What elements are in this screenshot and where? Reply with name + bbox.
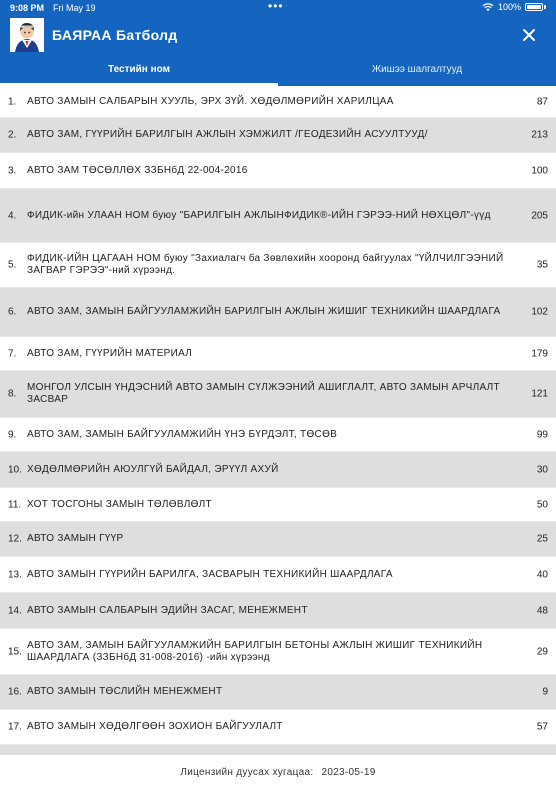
list-item[interactable] bbox=[0, 288, 556, 337]
item-index: 1. bbox=[8, 96, 17, 107]
item-title: АВТО ЗАМ, ГҮҮРИЙН МАТЕРИАЛ bbox=[27, 347, 193, 359]
item-index: 17. bbox=[8, 721, 22, 733]
item-count: 99 bbox=[536, 429, 548, 440]
item-count: 100 bbox=[531, 165, 548, 176]
item-title: АВТО ЗАМ, ЗАМЫН БАЙГУУЛАМЖИЙН ҮНЭ БҮРДЭЛТ, ТӨСӨВ bbox=[27, 428, 338, 440]
status-bar bbox=[0, 0, 556, 16]
item-count: 25 bbox=[536, 533, 548, 545]
battery-cap bbox=[544, 5, 546, 9]
multitasking-dots-icon[interactable]: ••• bbox=[268, 0, 284, 13]
list-item[interactable] bbox=[0, 522, 556, 557]
item-index: 15. bbox=[8, 646, 22, 657]
item-index: 12. bbox=[8, 533, 22, 545]
item-index: 11. bbox=[8, 499, 22, 510]
item-index: 2. bbox=[8, 129, 17, 141]
item-count: 9 bbox=[542, 686, 548, 698]
item-count: 213 bbox=[531, 129, 548, 141]
item-title: МОНГОЛ УЛСЫН ҮНДЭСНИЙ АВТО ЗАМЫН СҮЛЖЭЭНИЙ АШИГЛАЛТ, АВТО ЗАМЫН АРЧЛАЛТ ЗАСВАР bbox=[27, 382, 500, 405]
item-title: АВТО ЗАМ, ГҮҮРИЙН БАРИЛГЫН АЖЛЫН ХЭМЖИЛТ /ГЕОДЕЗИЙН АСУУЛТУУД/ bbox=[27, 129, 428, 140]
list-item[interactable] bbox=[0, 418, 556, 452]
item-index: 7. bbox=[8, 348, 17, 359]
item-title: АВТО ЗАМЫН ТӨСЛИЙН МЕНЕЖМЕНТ bbox=[27, 686, 223, 697]
list-item[interactable] bbox=[0, 452, 556, 488]
status-date: Fri May 19 bbox=[53, 3, 96, 13]
list-item[interactable] bbox=[0, 371, 556, 418]
item-title: АВТО ЗАМЫН ГҮҮР bbox=[27, 533, 124, 544]
avatar[interactable] bbox=[10, 18, 44, 52]
item-index: 8. bbox=[8, 388, 17, 400]
item-title: ФИДИК-ийн УЛААН НОМ буюу "БАРИЛГЫН АЖЛЫНФИДИК®-ИЙН ГЭРЭЭ-НИЙ НӨХЦӨЛ"-үүд bbox=[27, 209, 491, 221]
battery-percent: 100% bbox=[497, 2, 521, 12]
item-title: АВТО ЗАМЫН ГҮҮРИЙН БАРИЛГА, ЗАСВАРЫН ТЕХНИКИЙН ШААРДЛАГА bbox=[27, 568, 393, 580]
list-item[interactable] bbox=[0, 243, 556, 288]
item-title: АВТО ЗАМЫН САЛБАРЫН ХУУЛЬ, ЭРХ ЗҮЙ. ХӨДӨЛМӨРИЙН ХАРИЛЦАА bbox=[27, 95, 394, 107]
list-item[interactable] bbox=[0, 557, 556, 593]
close-icon[interactable] bbox=[518, 24, 540, 46]
status-time: 9:08 PM bbox=[10, 3, 45, 13]
app-header bbox=[0, 0, 556, 86]
user-name: БАЯРАА Батболд bbox=[52, 27, 178, 43]
item-title: АВТО ЗАМЫН ХӨДӨЛГӨӨН ЗОХИОН БАЙГУУЛАЛТ bbox=[27, 721, 283, 732]
item-count: 205 bbox=[531, 210, 548, 221]
license-date: 2023-05-19 bbox=[321, 767, 376, 778]
license-info bbox=[0, 767, 556, 778]
item-count: 87 bbox=[536, 96, 548, 107]
item-index: 3. bbox=[8, 165, 17, 176]
item-count: 48 bbox=[536, 605, 548, 616]
tab-test-books[interactable] bbox=[0, 56, 278, 86]
tab-label: Жишээ шалгалтууд bbox=[371, 64, 463, 75]
item-count: 30 bbox=[536, 464, 548, 475]
item-title: АВТО ЗАМ, ЗАМЫН БАЙГУУЛАМЖИЙН БАРИЛГЫН БЕТОНЫ АЖЛЫН ЖИШИГ ТЕХНИКИЙН ШААРДЛАГА (ЗЗБНбД 31-008-2016) -ийн хүрээнд bbox=[27, 639, 483, 663]
list-item[interactable] bbox=[0, 337, 556, 371]
avatar-illustration-icon bbox=[10, 18, 44, 52]
item-title: ФИДИК-ИЙН ЦАГААН НОМ буюу "Захиалагч ба Зөвлөхийн хооронд байгуулах "ҮЙЛЧИЛГЭЭНИЙ ЗАГВАР ГЭРЭЭ"-ний хүрээнд. bbox=[27, 253, 504, 276]
list-item[interactable] bbox=[0, 189, 556, 243]
item-index: 16. bbox=[8, 686, 22, 698]
item-index: 13. bbox=[8, 569, 22, 580]
item-index: 5. bbox=[8, 259, 17, 271]
status-indicators bbox=[482, 2, 546, 12]
item-count: 102 bbox=[531, 306, 548, 318]
item-count: 179 bbox=[531, 348, 548, 359]
item-title: АВТО ЗАМЫН САЛБАРЫН ЭДИЙН ЗАСАГ, МЕНЕЖМЕНТ bbox=[27, 604, 308, 616]
list-item[interactable] bbox=[0, 488, 556, 522]
list-item[interactable] bbox=[0, 629, 556, 675]
battery-icon bbox=[525, 3, 543, 11]
item-index: 4. bbox=[8, 210, 17, 221]
item-title: АВТО ЗАМ, ЗАМЫН БАЙГУУЛАМЖИЙН БАРИЛГЫН АЖЛЫН ЖИШИГ ТЕХНИКИЙН ШААРДЛАГА bbox=[27, 306, 501, 317]
list-item[interactable] bbox=[0, 118, 556, 153]
item-count: 121 bbox=[531, 388, 548, 400]
list-item[interactable] bbox=[0, 86, 556, 118]
item-index: 14. bbox=[8, 605, 22, 616]
tab-bar bbox=[0, 56, 556, 86]
item-count: 29 bbox=[536, 646, 548, 657]
item-count: 50 bbox=[536, 499, 548, 510]
list-item[interactable] bbox=[0, 675, 556, 710]
item-index: 6. bbox=[8, 306, 17, 318]
tab-sample-exams[interactable] bbox=[278, 56, 556, 86]
item-title: АВТО ЗАМ ТӨСӨЛЛӨХ ЗЗБНбД 22-004-2016 bbox=[27, 164, 248, 176]
license-label: Лицензийн дуусах хугацаа: bbox=[180, 767, 314, 778]
item-count: 57 bbox=[536, 721, 548, 733]
item-count: 35 bbox=[536, 259, 548, 271]
list-item[interactable] bbox=[0, 593, 556, 629]
item-title: ХОТ ТОСГОНЫ ЗАМЫН ТӨЛӨВЛӨЛТ bbox=[27, 498, 212, 510]
license-footer bbox=[0, 754, 556, 801]
list-item[interactable] bbox=[0, 710, 556, 745]
item-index: 10. bbox=[8, 464, 22, 475]
tab-label: Тестийн ном bbox=[107, 64, 171, 75]
item-index: 9. bbox=[8, 429, 17, 440]
item-count: 40 bbox=[536, 569, 548, 580]
book-list bbox=[0, 86, 556, 754]
item-title: ХӨДӨЛМӨРИЙН АЮУЛГҮЙ БАЙДАЛ, ЭРҮҮЛ АХУЙ bbox=[27, 463, 279, 475]
wifi-icon bbox=[482, 2, 494, 12]
list-item[interactable] bbox=[0, 153, 556, 189]
